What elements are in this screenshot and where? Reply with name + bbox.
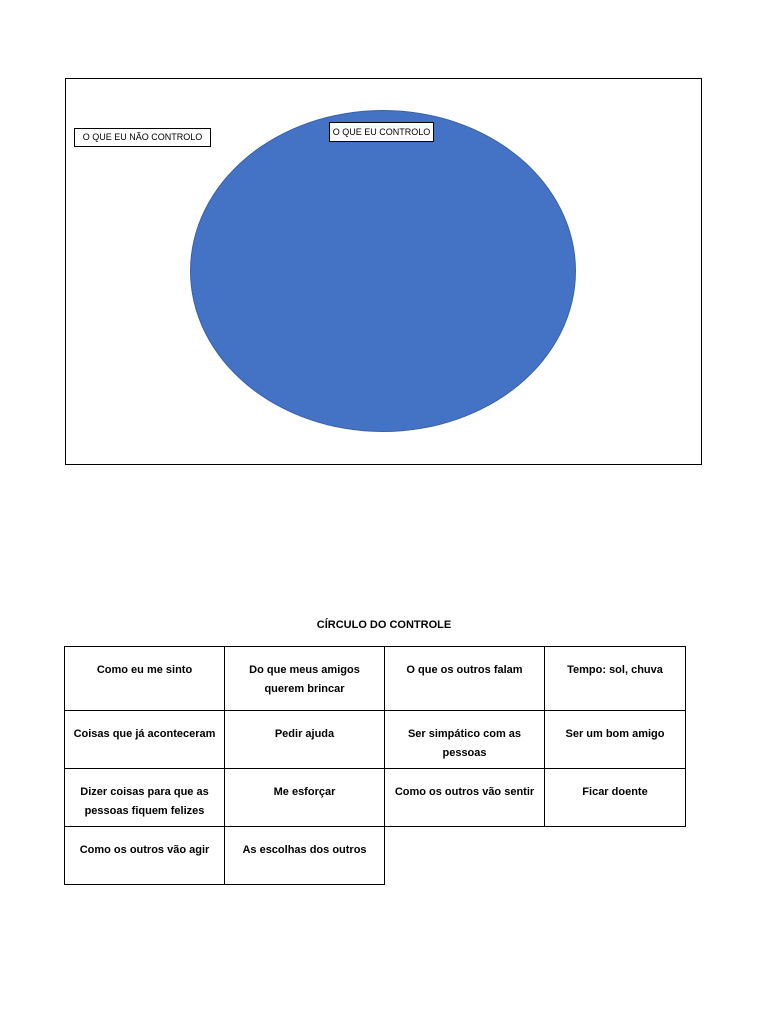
table-cell: Pedir ajuda bbox=[224, 710, 385, 769]
table-cell: Ser simpático com as pessoas bbox=[384, 710, 545, 769]
table-cell: Ser um bom amigo bbox=[544, 710, 686, 769]
table-cell: Como eu me sinto bbox=[64, 646, 225, 711]
table-cell: O que os outros falam bbox=[384, 646, 545, 711]
table-cell: As escolhas dos outros bbox=[224, 826, 385, 885]
table-cell: Me esforçar bbox=[224, 768, 385, 827]
table-cell: Tempo: sol, chuva bbox=[544, 646, 686, 711]
table-cell: Dizer coisas para que as pessoas fiquem felizes bbox=[64, 768, 225, 827]
table-cell: Coisas que já aconteceram bbox=[64, 710, 225, 769]
label-not-control: O QUE EU NÃO CONTROLO bbox=[74, 128, 211, 147]
table-title: CÍRCULO DO CONTROLE bbox=[316, 619, 452, 631]
table-cell: Do que meus amigos querem brincar bbox=[224, 646, 385, 711]
control-circle bbox=[190, 110, 576, 432]
table-cell: Como os outros vão agir bbox=[64, 826, 225, 885]
table-cell: Como os outros vão sentir bbox=[384, 768, 545, 827]
label-control: O QUE EU CONTROLO bbox=[329, 122, 434, 142]
table-cell: Ficar doente bbox=[544, 768, 686, 827]
